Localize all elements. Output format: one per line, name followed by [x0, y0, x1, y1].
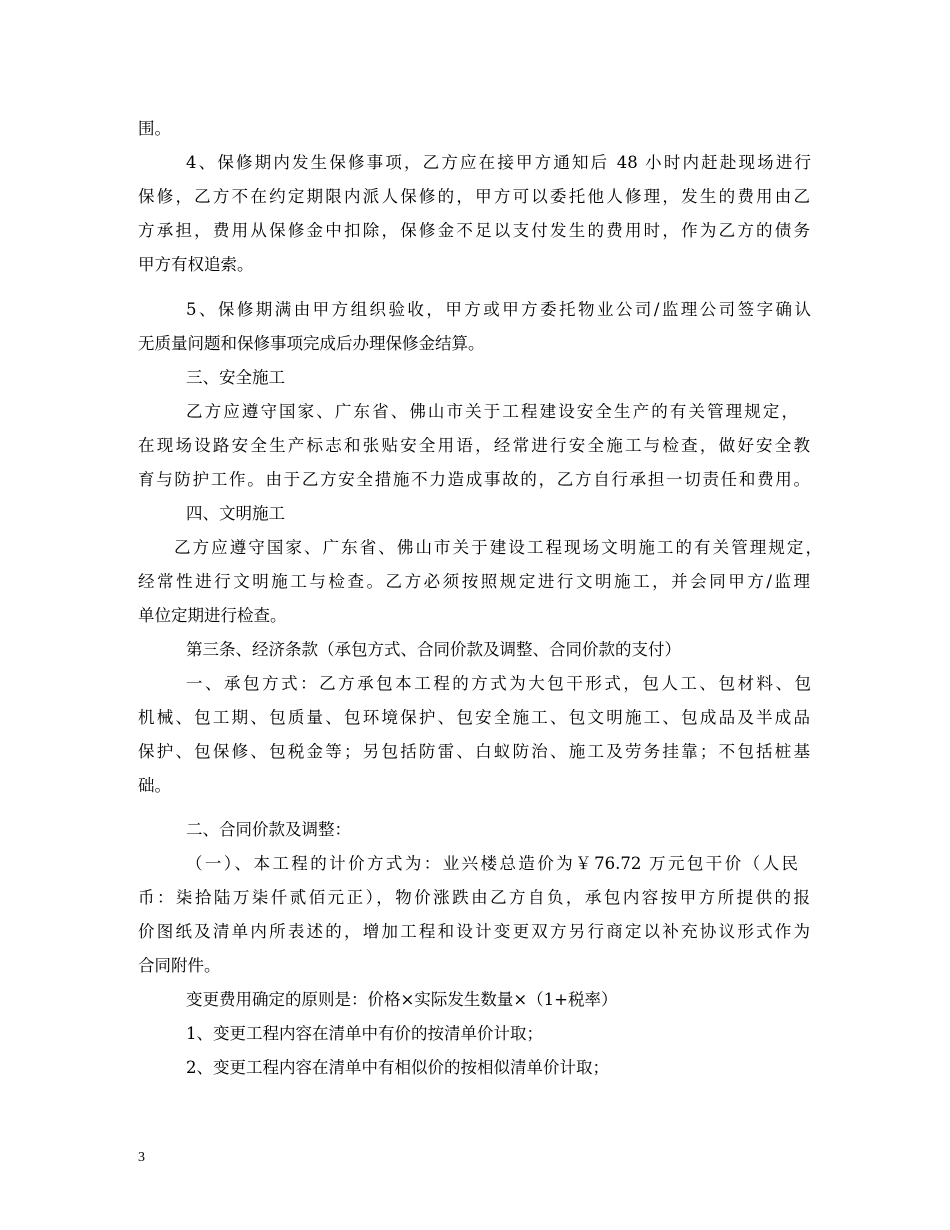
text-line: 第三条、经济条款（承包方式、合同价款及调整、合同价款的支付）: [186, 640, 681, 659]
text-line: 四、文明施工: [186, 504, 285, 523]
text-line: （一）、本工程的计价方式为：业兴楼总造价为￥76.72 万元包干价（人民: [186, 854, 798, 873]
text-line: 保护、包保修、包税金等；另包括防雷、白蚁防治、施工及劳务挂靠；不包括桩基: [138, 742, 810, 761]
text-line: 方承担，费用从保修金中扣除，保修金不足以支付发生的费用时，作为乙方的债务: [138, 221, 810, 240]
text-line: 2、变更工程内容在清单中有相似价的按相似清单价计取；: [186, 1058, 609, 1077]
text-line: 4、保修期内发生保修事项，乙方应在接甲方通知后 48 小时内赶赴现场进行: [186, 153, 811, 172]
text-line: 育与防护工作。由于乙方安全措施不力造成事故的，乙方自行承担一切责任和费用。: [138, 470, 810, 489]
text-line: 单位定期进行检查。: [138, 606, 287, 625]
text-line: 二、合同价款及调整：: [186, 820, 351, 839]
text-line: 变更费用确定的原则是：价格×实际发生数量×（1+税率）: [186, 990, 618, 1009]
text-line: 无质量问题和保修事项完成后办理保修金结算。: [138, 334, 485, 353]
text-line: 经常性进行文明施工与检查。乙方必须按照规定进行文明施工，并会同甲方/监理: [138, 572, 810, 591]
text-line: 础。: [138, 776, 171, 795]
text-line: 一、承包方式：乙方承包本工程的方式为大包干形式，包人工、包材料、包: [186, 674, 811, 693]
text-line: 保修，乙方不在约定期限内派人保修的，甲方可以委托他人修理，发生的费用由乙: [138, 187, 810, 206]
text-line: 在现场设路安全生产标志和张贴安全用语，经常进行安全施工与检查，做好安全教: [138, 436, 810, 455]
text-line: 乙方应遵守国家、广东省、佛山市关于建设工程现场文明施工的有关管理规定，: [174, 538, 822, 557]
text-line: 价图纸及清单内所表述的，增加工程和设计变更双方另行商定以补充协议形式作为: [138, 922, 810, 941]
text-line: 甲方有权追索。: [138, 255, 254, 274]
page-number: 3: [138, 1150, 145, 1165]
text-line: 5、保修期满由甲方组织验收，甲方或甲方委托物业公司/监理公司签字确认: [186, 300, 811, 319]
text-line: 1、变更工程内容在清单中有价的按清单价计取；: [186, 1024, 543, 1043]
text-line: 三、安全施工: [186, 368, 285, 387]
text-line: 乙方应遵守国家、广东省、佛山市关于工程建设安全生产的有关管理规定，: [186, 402, 798, 421]
text-line: 合同附件。: [138, 956, 221, 975]
text-line: 围。: [138, 119, 171, 138]
text-line: 机械、包工期、包质量、包环境保护、包安全施工、包文明施工、包成品及半成品: [138, 708, 810, 727]
text-line: 币：柒拾陆万柒仟贰佰元正），物价涨跌由乙方自负，承包内容按甲方所提供的报: [138, 888, 810, 907]
